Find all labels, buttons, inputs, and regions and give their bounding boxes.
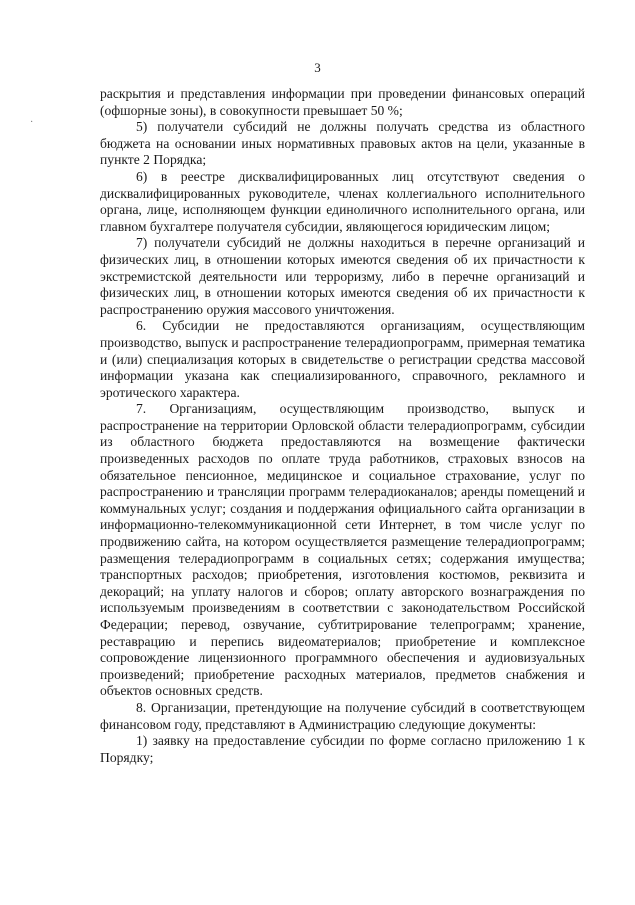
paragraph-item-6: 6) в реестре дисквалифицированных лиц отсутствуют сведения о дисквалифицированных руководителе, членах коллегиального исполнительного органа, лице, исполняющем функции единоличного исполнительного органа, или главном бухгалтере получателя субсидии, являющегося юридическим лицом; — [100, 168, 585, 234]
paragraph-item-1: 1) заявку на предоставление субсидии по форме согласно приложению 1 к Порядку; — [100, 733, 585, 765]
page-number: 3 — [314, 60, 321, 75]
paragraph-clause-8: 8. Организации, претендующие на получение субсидий в соответствующем финансовом году, представляют в Администрацию следующие документы: — [100, 699, 585, 732]
scan-mark: · — [30, 117, 34, 128]
paragraph-clause-6: 6. Субсидии не предоставляются организациям, осуществляющим производство, выпуск и распространение телерадиопрограмм, примерная тематика и (или) специализация которых в свидетельстве о регистрации средства массовой информации указана как специализированного, справочного, рекламного и эротического характера. — [100, 318, 585, 400]
paragraph-item-7: 7) получатели субсидий не должны находиться в перечне организаций и физических лиц, в отношении которых имеются сведения об их причастности к экстремистской деятельности или терроризму, либо в перечне организаций и физических лиц, в отношении которых имеются сведения об их причастности к распространению оружия массового уничтожения. — [100, 235, 585, 317]
paragraph-continuation: раскрытия и представления информации при проведении финансовых операций (офшорные зоны), в совокупности превышает 50 %; — [100, 86, 585, 118]
paragraph-clause-7: 7. Организациям, осуществляющим производство, выпуск и распространение на территории Орловской области телерадиопрограмм, субсидии из областного бюджета предоставляются на возмещение фактически произведенных расходов по оплате труда работников, страховых взносов на обязательное пенсионное, медицинское и социальное страхование, услуг по распространению и трансляции программ телерадиоканалов; аренды помещений и коммунальных услуг; создания и поддержания официального сайта организации в информационно-телекоммуникационной сети Интернет, в том числе услуг по продвижению сайта, на котором осуществляется размещение телерадиопрограмм; размещения телерадиопрограмм в социальных сетях; содержания имущества; транспортных расходов; приобретения, изготовления костюмов, реквизита и декораций; на уплату налогов и сборов; оплату авторского вознаграждения по используемым произведениям в соответствии с законодательством Российской Федерации; перевод, озвучание, субтитрирование телепрограмм; хранение, реставрацию и перепись видеоматериалов; приобретение и комплексное сопровождение лицензионного программного обеспечения и аудиовизуальных произведений; приобретение расходных материалов, предметов снабжения и объектов основных средств. — [100, 401, 585, 699]
body-text — [100, 86, 585, 766]
paragraph-item-5: 5) получатели субсидий не должны получать средства из областного бюджета на основании иных нормативных правовых актов на цели, указанные в пункте 2 Порядка; — [100, 119, 585, 168]
